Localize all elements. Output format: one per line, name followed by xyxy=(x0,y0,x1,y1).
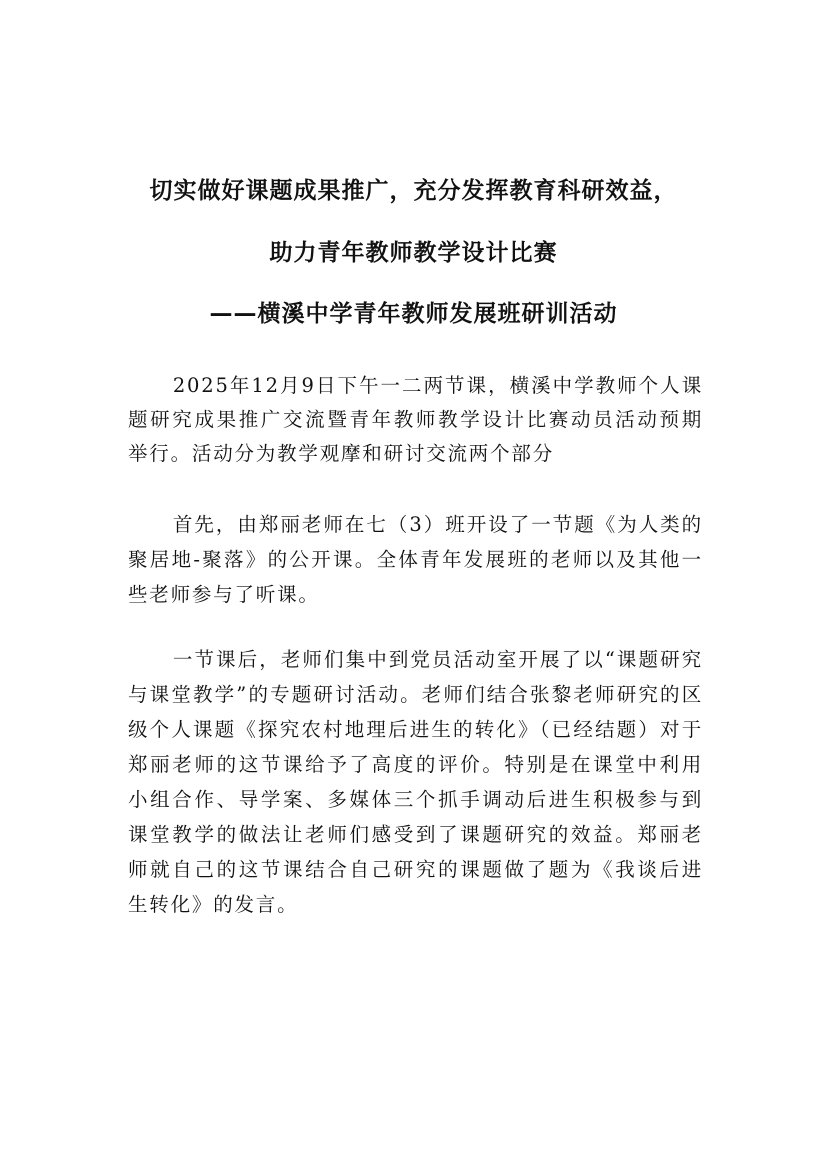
paragraph-intro: 2025年12月9日下午一二两节课，横溪中学教师个人课题研究成果推广交流暨青年教师教学设计比赛动员活动预期举行。活动分为教学观摩和研讨交流两个部分 xyxy=(128,373,703,465)
title-line-2: 助力青年教师教学设计比赛 xyxy=(269,240,558,266)
paragraph-seminar: 一节课后，老师们集中到党员活动室开展了以“课题研究与课堂教学”的专题研讨活动。老师们结合张黎老师研究的区级个人课题《探究农村地理后进生的转化》（已经结题）对于郑丽老师的这节课给予了高度的评价。特别是在课堂中利用小组合作、导学案、多媒体三个抓手调动后进生积极参与到课堂教学的做法让老师们感受到了课题研究的效益。郑丽老师就自己的这节课结合自己研究的课题做了题为《我谈后进生转化》的发言。 xyxy=(128,647,703,916)
subtitle: ——横溪中学青年教师发展班研训活动 xyxy=(209,301,618,327)
title-line-1: 切实做好课题成果推广，充分发挥教育科研效益， xyxy=(149,178,678,204)
paragraph-open-class: 首先，由郑丽老师在七（3）班开设了一节题《为人类的聚居地-聚落》的公开课。全体青年发展班的老师以及其他一些老师参与了听课。 xyxy=(128,512,703,606)
